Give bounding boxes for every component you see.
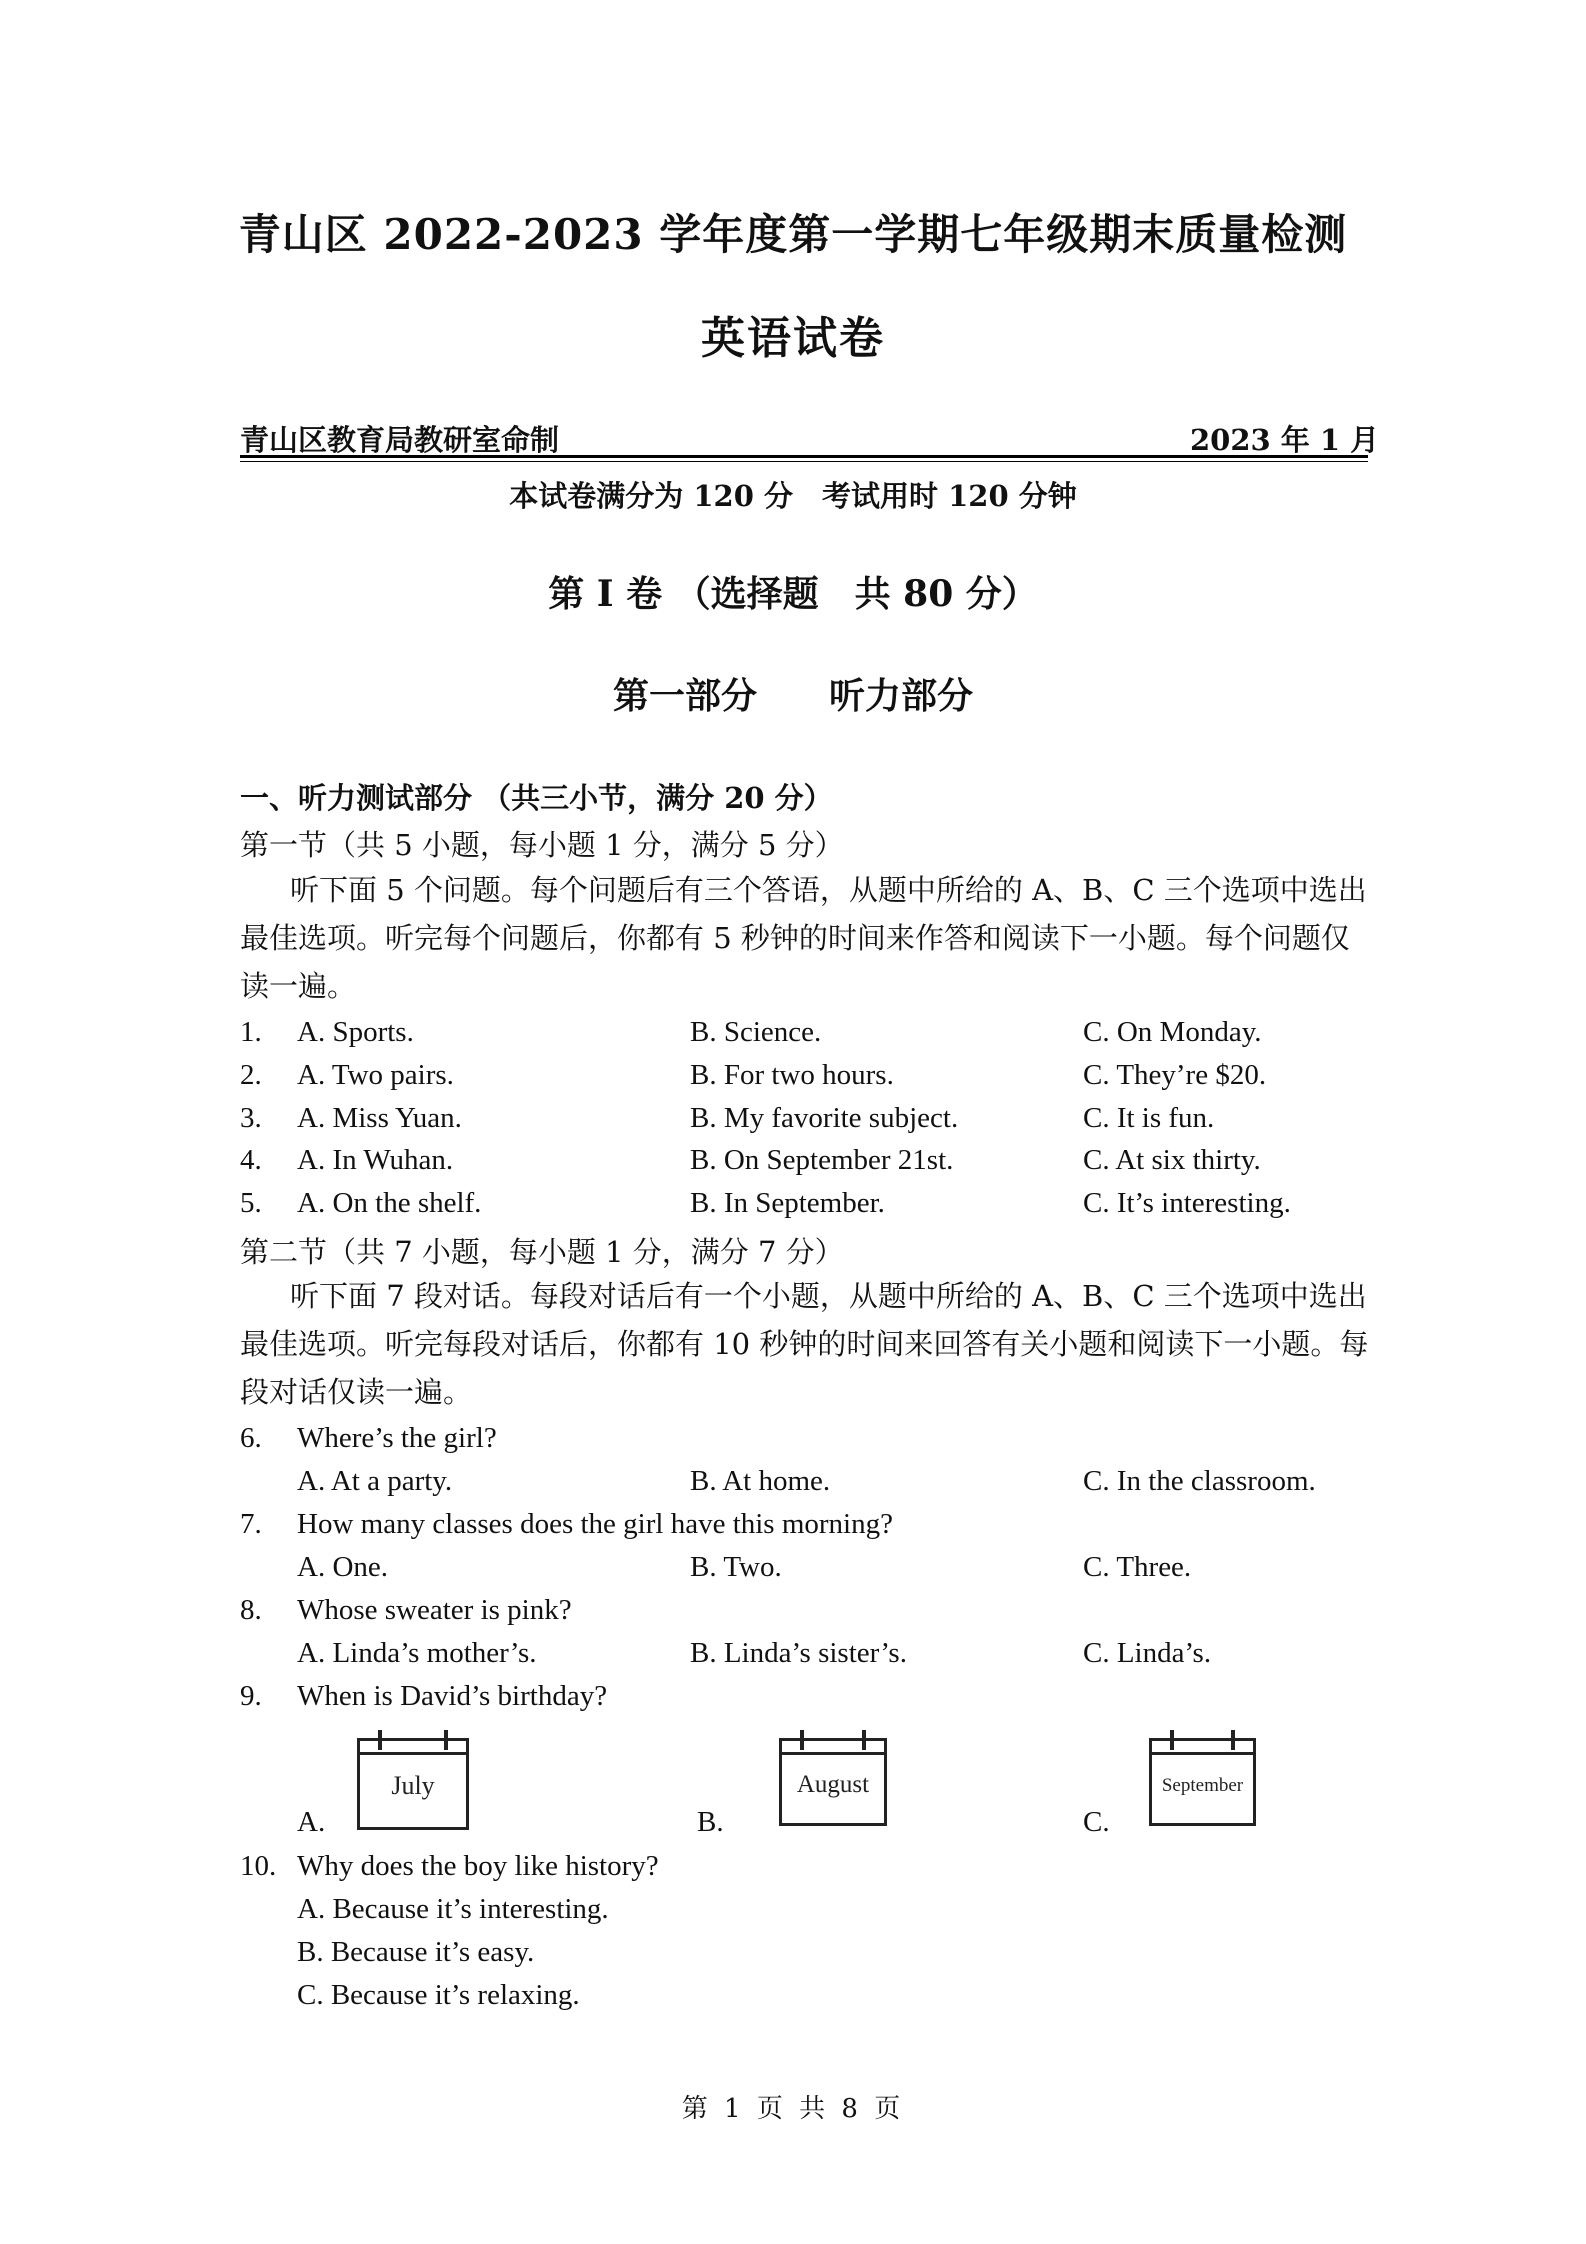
option-c: C. Because it’s relaxing. — [297, 1979, 580, 2011]
question-text: Where’s the girl? — [297, 1422, 497, 1454]
option-c: C. Linda’s. — [1083, 1637, 1212, 1669]
subsection-2-instructions: 听下面 7 段对话。每段对话后有一个小题，从题中所给的 A、B、C 三个选项中选出最佳选项。听完每段对话后，你都有 10 秒钟的时间来回答有关小题和阅读下一小题。每段对话仅读一遍。 — [240, 1279, 1369, 1409]
calendar-label: September — [1161, 1775, 1244, 1796]
calendar-september-icon — [1149, 1738, 1256, 1826]
option-a: A. In Wuhan. — [297, 1144, 454, 1176]
question-number: 5. — [240, 1187, 262, 1219]
question-number: 7. — [240, 1508, 262, 1540]
option-c: C. In the classroom. — [1083, 1465, 1316, 1497]
header-rule-thin — [240, 461, 1368, 462]
option-c: C. It is fun. — [1083, 1102, 1215, 1134]
question-number: 1. — [240, 1016, 262, 1048]
option-b: B. — [697, 1806, 724, 1838]
question-text: Whose sweater is pink? — [297, 1594, 572, 1626]
option-c: C. At six thirty. — [1083, 1144, 1261, 1176]
question-number: 2. — [240, 1059, 262, 1091]
option-b: B. At home. — [690, 1465, 831, 1497]
option-a: A. — [297, 1806, 326, 1838]
option-a: A. Linda’s mother’s. — [297, 1637, 537, 1669]
calendar-label: August — [796, 1771, 870, 1798]
part-title: 第一部分 听力部分 — [612, 675, 973, 717]
option-b: B. Science. — [690, 1016, 822, 1048]
option-b: B. My favorite subject. — [690, 1102, 959, 1134]
exam-info: 本试卷满分为 120 分 考试用时 120 分钟 — [509, 479, 1077, 513]
option-c: C. They’re $20. — [1083, 1059, 1267, 1091]
option-a: A. One. — [297, 1551, 389, 1583]
option-a: A. On the shelf. — [297, 1187, 482, 1219]
publisher: 青山区教育局教研室命制 — [240, 423, 560, 457]
option-a: A. Miss Yuan. — [297, 1102, 462, 1134]
option-c: C. — [1083, 1806, 1110, 1838]
volume-title: 第 I 卷 （选择题 共 80 分） — [548, 573, 1038, 615]
exam-subtitle: 英语试卷 — [701, 313, 885, 364]
option-b: B. Two. — [690, 1551, 782, 1583]
question-text: Why does the boy like history? — [297, 1850, 659, 1882]
calendar-july-icon — [357, 1738, 469, 1830]
option-c: C. It’s interesting. — [1083, 1187, 1291, 1219]
option-b: B. Because it’s easy. — [297, 1936, 535, 1968]
subsection-1-instructions: 听下面 5 个问题。每个问题后有三个答语，从题中所给的 A、B、C 三个选项中选出最佳选项。听完每个问题后，你都有 5 秒钟的时间来作答和阅读下一小题。每个问题仅读一遍。 — [240, 873, 1367, 1003]
option-c: C. On Monday. — [1083, 1016, 1262, 1048]
question-number: 9. — [240, 1680, 262, 1712]
question-number: 6. — [240, 1422, 262, 1454]
calendar-label: July — [391, 1771, 435, 1800]
subsection-2-title: 第二节（共 7 小题，每小题 1 分，满分 7 分） — [240, 1235, 844, 1269]
subsection-1-title: 第一节（共 5 小题，每小题 1 分，满分 5 分） — [240, 828, 844, 862]
question-text: When is David’s birthday? — [297, 1680, 608, 1712]
option-b: B. In September. — [690, 1187, 885, 1219]
option-a: A. Two pairs. — [297, 1059, 454, 1091]
question-number: 10. — [240, 1850, 277, 1882]
option-b: B. For two hours. — [690, 1059, 894, 1091]
option-c: C. Three. — [1083, 1551, 1192, 1583]
section-title: 一、听力测试部分 （共三小节，满分 20 分） — [240, 781, 833, 815]
question-number: 8. — [240, 1594, 262, 1626]
option-b: B. On September 21st. — [690, 1144, 954, 1176]
page-footer: 第 1 页 共 8 页 — [681, 2094, 905, 2124]
calendar-august-icon — [779, 1738, 887, 1826]
option-a: A. At a party. — [297, 1465, 453, 1497]
option-b: B. Linda’s sister’s. — [690, 1637, 907, 1669]
question-text: How many classes does the girl have this morning? — [297, 1508, 893, 1540]
question-number: 4. — [240, 1144, 262, 1176]
exam-date: 2023 年 1 月 — [1190, 423, 1380, 457]
header-rule-thick — [240, 455, 1368, 458]
option-a: A. Because it’s interesting. — [297, 1893, 609, 1925]
question-number: 3. — [240, 1102, 262, 1134]
exam-title: 青山区 2022-2023 学年度第一学期七年级期末质量检测 — [238, 210, 1348, 259]
option-a: A. Sports. — [297, 1016, 414, 1048]
